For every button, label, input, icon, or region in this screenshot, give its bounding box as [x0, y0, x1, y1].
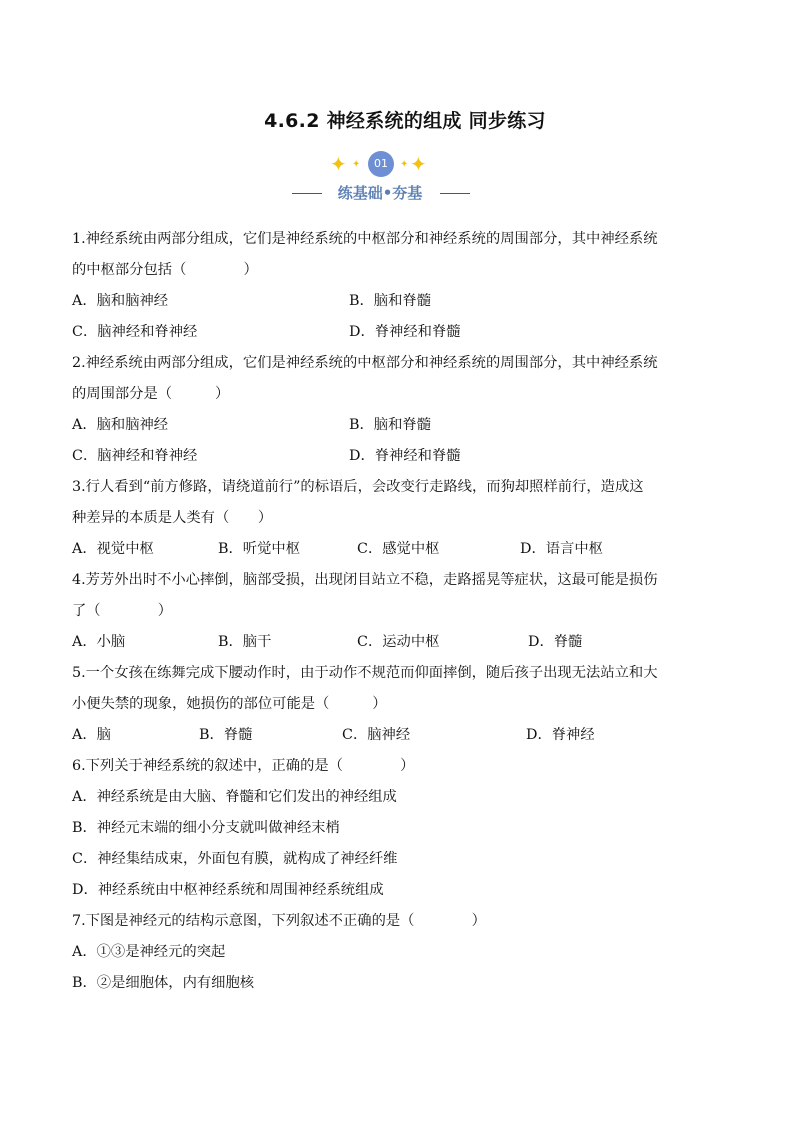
- question-stem-line: 7.下图是神经元的结构示意图，下列叙述不正确的是（ ）: [72, 913, 486, 929]
- section-label: 练基础•夯基: [337, 184, 423, 202]
- option-row: [72, 968, 726, 999]
- answer-option[interactable]: D．神经系统由中枢神经系统和周围神经系统组成: [72, 882, 384, 898]
- answer-option[interactable]: D．脊神经和脊髓: [349, 324, 461, 340]
- question-7: [72, 906, 726, 999]
- answer-option[interactable]: A．视觉中枢: [72, 541, 154, 557]
- answer-option[interactable]: B．②是细胞体，内有细胞核: [72, 975, 255, 991]
- answer-option[interactable]: A．①③是神经元的突起: [72, 944, 226, 960]
- question-stem-line: 种差异的本质是人类有（ ）: [72, 510, 273, 526]
- answer-option[interactable]: D．脊神经和脊髓: [349, 448, 461, 464]
- option-row: [72, 875, 726, 906]
- answer-option[interactable]: C．感觉中枢: [357, 541, 440, 557]
- answer-option[interactable]: A．脑和脑神经: [72, 293, 169, 309]
- question-stem-line: 的周围部分是（ ）: [72, 386, 230, 402]
- section-number-badge: 01: [368, 151, 394, 177]
- option-row: [72, 813, 726, 844]
- question-list: [72, 224, 726, 999]
- divider-right: [440, 193, 470, 194]
- option-row: [72, 534, 726, 565]
- question-stem-line: 小便失禁的现象，她损伤的部位可能是（ ）: [72, 696, 387, 712]
- sparkle-icon: ✦: [330, 152, 347, 176]
- answer-option[interactable]: B．脑干: [218, 634, 272, 650]
- answer-option[interactable]: A．小脑: [72, 634, 126, 650]
- answer-option[interactable]: A．脑和脑神经: [72, 417, 169, 433]
- question-stem-line: 6.下列关于神经系统的叙述中，正确的是（ ）: [72, 758, 415, 774]
- option-row: [72, 286, 726, 317]
- question-5: [72, 658, 726, 751]
- divider-left: [292, 193, 322, 194]
- option-row: [72, 317, 726, 348]
- option-row: [72, 627, 726, 658]
- section-header: [300, 148, 460, 208]
- question-1: [72, 224, 726, 348]
- option-row: [72, 844, 726, 875]
- answer-option[interactable]: D．脊神经: [526, 727, 595, 743]
- answer-option[interactable]: C．脑神经和脊神经: [72, 324, 198, 340]
- answer-option[interactable]: B．脑和脊髓: [349, 417, 431, 433]
- sparkle-icon: ✦: [352, 159, 361, 170]
- answer-option[interactable]: B．神经元末端的细小分支就叫做神经末梢: [72, 820, 340, 836]
- option-row: [72, 782, 726, 813]
- answer-option[interactable]: A．脑: [72, 727, 111, 743]
- answer-option[interactable]: D．脊髓: [528, 634, 583, 650]
- answer-option[interactable]: A．神经系统是由大脑、脊髓和它们发出的神经组成: [72, 789, 397, 805]
- question-stem-line: 3.行人看到“前方修路，请绕道前行”的标语后，会改变行走路线，而狗却照样前行，造成这: [72, 479, 644, 495]
- document-title: 4.6.2 神经系统的组成 同步练习: [264, 110, 546, 132]
- sparkle-icon: ✦: [410, 152, 427, 176]
- question-stem-line: 的中枢部分包括（ ）: [72, 262, 258, 278]
- question-stem-line: 2.神经系统由两部分组成，它们是神经系统的中枢部分和神经系统的周围部分，其中神经系统: [72, 355, 658, 371]
- answer-option[interactable]: B．听觉中枢: [218, 541, 300, 557]
- option-row: [72, 410, 726, 441]
- answer-option[interactable]: D．语言中枢: [520, 541, 603, 557]
- answer-option[interactable]: C．脑神经和脊神经: [72, 448, 198, 464]
- answer-option[interactable]: C．神经集结成束，外面包有膜，就构成了神经纤维: [72, 851, 398, 867]
- answer-option[interactable]: C．运动中枢: [357, 634, 440, 650]
- answer-option[interactable]: B．脊髓: [199, 727, 253, 743]
- question-stem-line: 1.神经系统由两部分组成，它们是神经系统的中枢部分和神经系统的周围部分，其中神经系统: [72, 231, 658, 247]
- question-6: [72, 751, 726, 906]
- option-row: [72, 720, 726, 751]
- question-3: [72, 472, 726, 565]
- question-4: [72, 565, 726, 658]
- option-row: [72, 937, 726, 968]
- question-stem-line: 4.芳芳外出时不小心摔倒，脑部受损，出现闭目站立不稳，走路摇晃等症状，这最可能是损伤: [72, 572, 658, 588]
- answer-option[interactable]: B．脑和脊髓: [349, 293, 431, 309]
- question-stem-line: 5.一个女孩在练舞完成下腰动作时，由于动作不规范而仰面摔倒，随后孩子出现无法站立和大: [72, 665, 658, 681]
- question-2: [72, 348, 726, 472]
- sparkle-icon: ✦: [400, 159, 409, 170]
- question-stem-line: 了（ ）: [72, 603, 173, 619]
- answer-option[interactable]: C．脑神经: [342, 727, 411, 743]
- option-row: [72, 441, 726, 472]
